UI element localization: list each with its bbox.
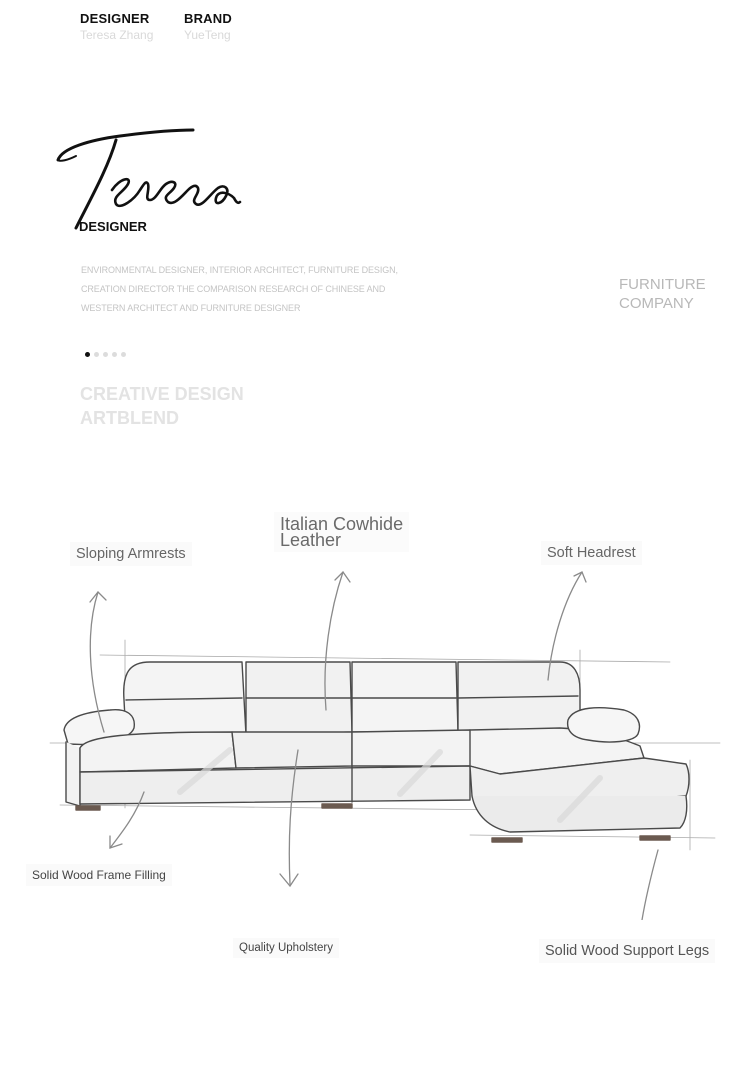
furniture-company — [619, 275, 706, 313]
carousel-dots — [85, 352, 126, 357]
italian-leather-line-1: Italian Cowhide — [280, 514, 404, 534]
feature-italian-leather — [274, 512, 409, 552]
carousel-dot[interactable] — [121, 352, 126, 357]
feature-sloping-armrests: Sloping Armrests — [70, 542, 192, 566]
carousel-dot[interactable] — [85, 352, 90, 357]
brand-name: YueTeng — [184, 28, 231, 42]
feature-solid-wood-legs: Solid Wood Support Legs — [539, 939, 715, 963]
tagline — [80, 382, 244, 430]
description-line: WESTERN ARCHITECT AND FURNITURE DESIGNER — [81, 303, 301, 313]
tagline-line-1: CREATIVE DESIGN — [80, 384, 244, 404]
company-line-1: FURNITURE — [619, 276, 706, 293]
designer-label: DESIGNER — [80, 11, 150, 26]
description-line: CREATION DIRECTOR THE COMPARISON RESEARCH OF CHINESE AND — [81, 284, 386, 294]
feature-soft-headrest: Soft Headrest — [541, 541, 642, 565]
designer-name: Teresa Zhang — [80, 28, 154, 42]
company-line-2: COMPANY — [619, 295, 694, 312]
designer-description — [81, 261, 421, 318]
carousel-dot[interactable] — [103, 352, 108, 357]
signature-caption: DESIGNER — [79, 219, 147, 234]
tagline-line-2: ARTBLEND — [80, 408, 179, 428]
brand-label: BRAND — [184, 11, 232, 26]
carousel-dot[interactable] — [112, 352, 117, 357]
description-line: ENVIRONMENTAL DESIGNER, INTERIOR ARCHITECT, FURNITURE DESIGN, — [81, 265, 398, 275]
carousel-dot[interactable] — [94, 352, 99, 357]
italian-leather-line-2: Leather — [280, 530, 342, 550]
feature-solid-wood-frame: Solid Wood Frame Filling — [26, 864, 172, 886]
feature-quality-upholstery: Quality Upholstery — [233, 938, 339, 958]
